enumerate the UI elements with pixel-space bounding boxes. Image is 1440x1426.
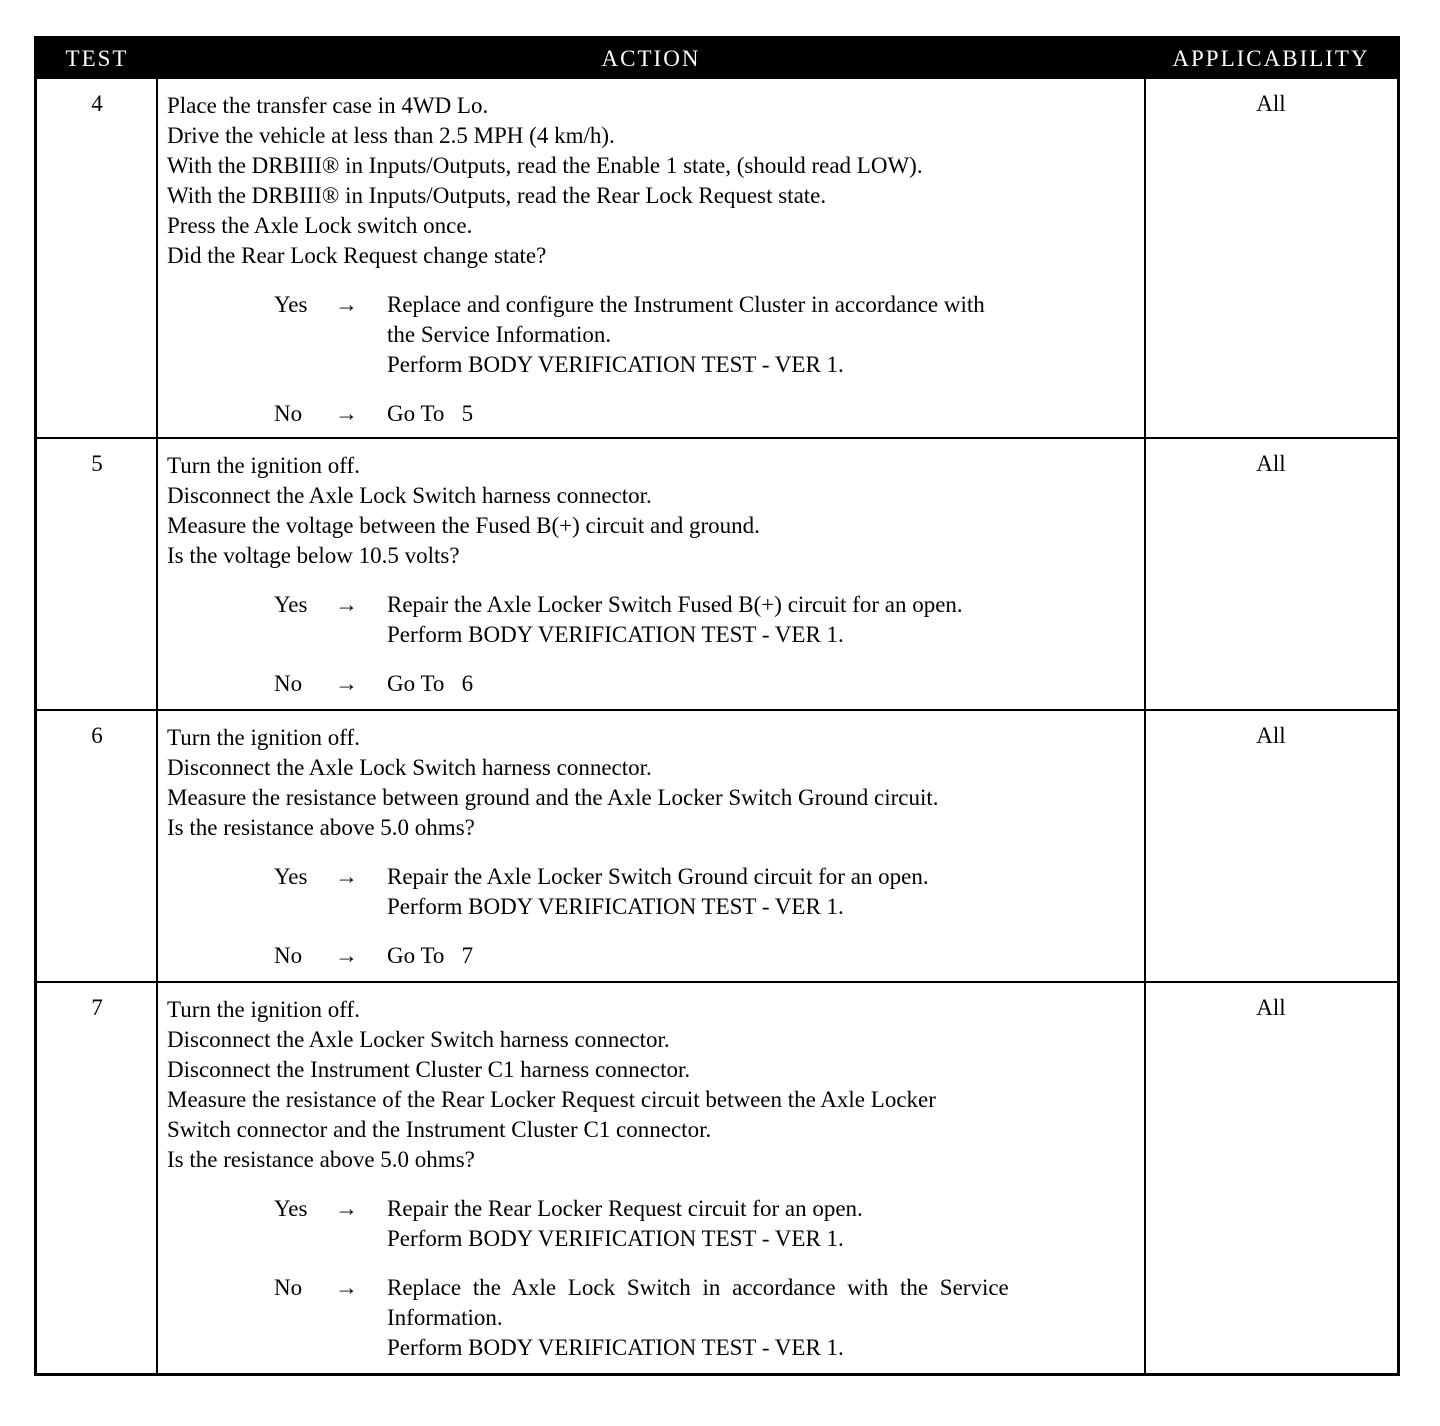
table-header: [37, 39, 1397, 79]
arrow-right-icon: →: [335, 592, 358, 617]
response-text: Perform BODY VERIFICATION TEST - VER 1.: [387, 352, 844, 377]
test-number: 4: [91, 91, 103, 116]
step-text: With the DRBIII® in Inputs/Outputs, read the Enable 1 state, (should read LOW).: [167, 153, 923, 178]
step-text: Disconnect the Axle Lock Switch harness connector.: [167, 483, 652, 508]
arrow-right-icon: →: [335, 401, 358, 426]
header-applicability: APPLICABILITY: [1172, 46, 1370, 71]
arrow-right-icon: →: [335, 671, 358, 696]
table-row-test-4: [37, 79, 1397, 437]
action-cell: [167, 723, 1142, 971]
step-text: Disconnect the Axle Lock Switch harness connector.: [167, 755, 652, 780]
arrow-right-icon: →: [335, 1275, 358, 1300]
diagnostic-table: [34, 36, 1400, 1376]
step-text: Turn the ignition off.: [167, 453, 360, 478]
response-text: Perform BODY VERIFICATION TEST - VER 1.: [387, 1335, 844, 1360]
response-text: Perform BODY VERIFICATION TEST - VER 1.: [387, 894, 844, 919]
test-number: 7: [91, 995, 103, 1020]
applicability-value: All: [1256, 451, 1286, 476]
yes-label: Yes: [274, 292, 308, 317]
step-text: Measure the voltage between the Fused B(+) circuit and ground.: [167, 513, 760, 538]
arrow-right-icon: →: [335, 292, 358, 317]
step-text: Is the resistance above 5.0 ohms?: [167, 815, 475, 840]
step-text: Measure the resistance between ground and the Axle Locker Switch Ground circuit.: [167, 785, 939, 810]
no-label: No: [274, 1275, 303, 1300]
no-label: No: [274, 671, 303, 696]
step-text: Switch connector and the Instrument Cluster C1 connector.: [167, 1117, 712, 1142]
yes-response: [167, 290, 1142, 380]
step-text: Place the transfer case in 4WD Lo.: [167, 93, 489, 118]
response-text: Information.: [387, 1305, 503, 1330]
action-cell: [167, 91, 1142, 429]
no-label: No: [274, 401, 303, 426]
step-text: Did the Rear Lock Request change state?: [167, 243, 547, 268]
response-text: Replace and configure the Instrument Cluster in accordance with: [387, 292, 985, 317]
step-text: Drive the vehicle at less than 2.5 MPH (4 km/h).: [167, 123, 615, 148]
step-text: Turn the ignition off.: [167, 725, 360, 750]
no-response: [167, 941, 1142, 971]
yes-response: [167, 862, 1142, 922]
no-response: [167, 1273, 1142, 1363]
arrow-right-icon: →: [335, 1196, 358, 1221]
no-response: [167, 669, 1142, 699]
yes-label: Yes: [274, 592, 308, 617]
response-text: Go To 6: [387, 671, 474, 696]
yes-label: Yes: [274, 864, 308, 889]
yes-response: [167, 590, 1142, 650]
step-text: Turn the ignition off.: [167, 997, 360, 1022]
response-text: Replace the Axle Lock Switch in accordance with the Service: [387, 1275, 1009, 1300]
no-label: No: [274, 943, 303, 968]
response-text: Repair the Rear Locker Request circuit for an open.: [387, 1196, 863, 1221]
step-text: Is the voltage below 10.5 volts?: [167, 543, 460, 568]
response-text: Perform BODY VERIFICATION TEST - VER 1.: [387, 622, 844, 647]
arrow-right-icon: →: [335, 864, 358, 889]
no-response: [167, 399, 1142, 429]
step-text: Measure the resistance of the Rear Locker Request circuit between the Axle Locker: [167, 1087, 936, 1112]
response-text: Repair the Axle Locker Switch Fused B(+) circuit for an open.: [387, 592, 963, 617]
response-text: Perform BODY VERIFICATION TEST - VER 1.: [387, 1226, 844, 1251]
step-text: Disconnect the Instrument Cluster C1 harness connector.: [167, 1057, 691, 1082]
header-test: TEST: [65, 46, 129, 71]
test-number: 6: [91, 723, 103, 748]
step-text: With the DRBIII® in Inputs/Outputs, read the Rear Lock Request state.: [167, 183, 827, 208]
response-text: Go To 7: [387, 943, 474, 968]
header-action: ACTION: [601, 46, 701, 71]
test-number: 5: [91, 451, 103, 476]
yes-response: [167, 1194, 1142, 1254]
applicability-value: All: [1256, 723, 1286, 748]
arrow-right-icon: →: [335, 943, 358, 968]
response-text: Repair the Axle Locker Switch Ground circuit for an open.: [387, 864, 929, 889]
action-cell: [167, 995, 1142, 1363]
step-text: Press the Axle Lock switch once.: [167, 213, 473, 238]
step-text: Is the resistance above 5.0 ohms?: [167, 1147, 475, 1172]
response-text: Go To 5: [387, 401, 474, 426]
table-row-test-5: [37, 439, 1397, 709]
table-row-test-6: [37, 711, 1397, 981]
applicability-value: All: [1256, 995, 1286, 1020]
step-text: Disconnect the Axle Locker Switch harness connector.: [167, 1027, 670, 1052]
response-text: the Service Information.: [387, 322, 612, 347]
applicability-value: All: [1256, 91, 1286, 116]
yes-label: Yes: [274, 1196, 308, 1221]
action-cell: [167, 451, 1142, 699]
table-row-test-7: [37, 983, 1397, 1373]
